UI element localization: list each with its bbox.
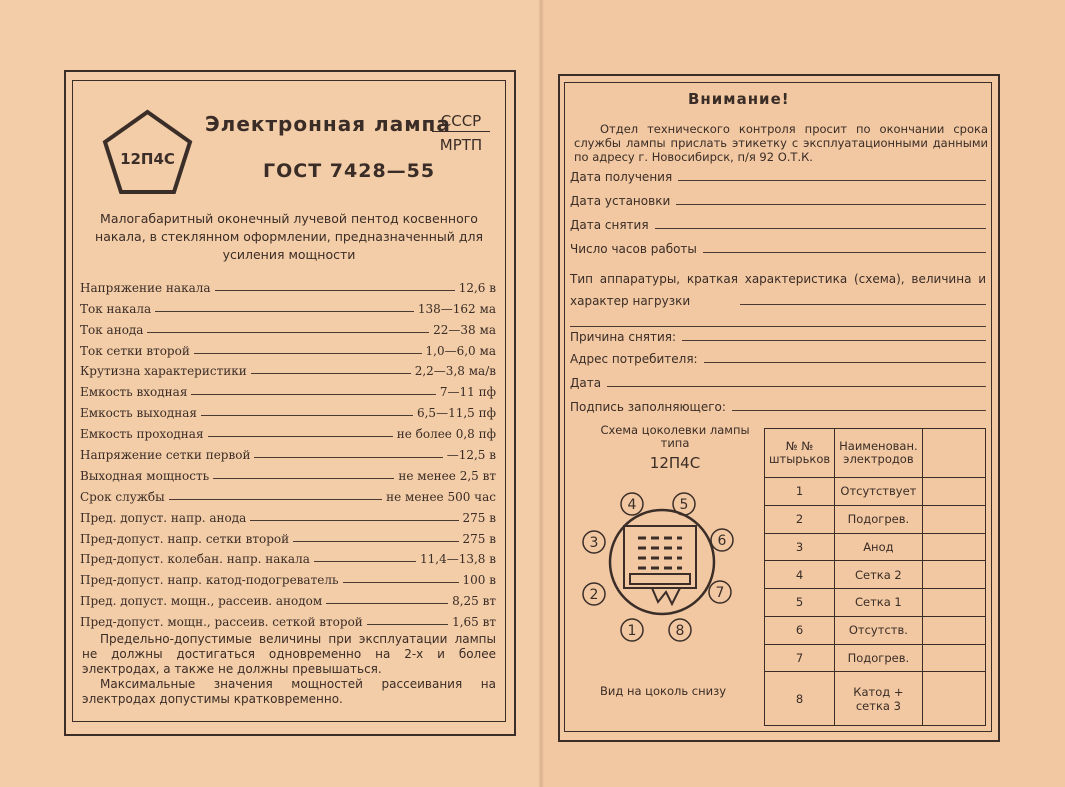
schema-title: Схема цоколевки лампы типа	[600, 423, 750, 450]
intro-text: Отдел технического контроля просит по окончании срока службы лампы прислать этикетку с эксплуатационными данными по адресу г. Новосибирск, п/я 92 О.Т.К.	[574, 122, 988, 164]
field-removal-date: Дата снятия	[570, 218, 986, 232]
field-line[interactable]	[570, 326, 986, 327]
electrode-assembly	[624, 526, 696, 588]
parameter-row	[80, 358, 496, 379]
parameter-label: Пред. допуст. мощн., рассеив. анодом	[80, 594, 323, 609]
parameter-row	[80, 462, 496, 483]
key-notch	[652, 588, 680, 604]
parameter-value: 1,65 вт	[452, 615, 496, 630]
note-limits: Предельно-допустимые величины при эксплуатации лампы не должны достигаться одновременно на 2-х и более электродах, а также не должны превышаться.	[82, 632, 496, 676]
table-row: 1 Отсутствует	[765, 478, 986, 506]
ministry-label: МРТП	[439, 136, 483, 154]
table-row: 2 Подогрев.	[765, 505, 986, 533]
parameter-label: Емкость проходная	[80, 427, 204, 442]
parameter-row	[80, 378, 496, 399]
parameter-value: 275 в	[462, 531, 496, 546]
tube-type-badge: 12П4С	[120, 150, 175, 168]
parameter-value: 2,2—3,8 ма/в	[414, 364, 496, 379]
pin-number: 8	[675, 623, 685, 639]
parameter-row	[80, 566, 496, 587]
note-dissipation: Максимальные значения мощностей рассеивания на электродах допустимы кратковременно.	[82, 677, 496, 706]
field-consumer-address: Адрес потребителя:	[570, 352, 986, 366]
field-line[interactable]	[682, 340, 986, 341]
parameter-label: Пред-допуст. колебан. напр. накала	[80, 552, 310, 567]
field-line[interactable]	[678, 180, 986, 181]
standard-label: ГОСТ 7428—55	[263, 160, 436, 182]
field-line[interactable]	[732, 410, 986, 411]
col-blank	[922, 429, 985, 478]
parameter-label: Напряжение сетки первой	[80, 448, 251, 463]
parameter-label: Пред-допуст. напр. сетки второй	[80, 531, 290, 546]
parameter-label: Пред-допуст. мощн., рассеив. сеткой второй	[80, 615, 363, 630]
parameter-label: Емкость входная	[80, 385, 188, 400]
field-line[interactable]	[607, 386, 986, 387]
tube-type-pentagon-icon	[100, 108, 195, 196]
parameter-row	[80, 399, 496, 420]
schema-tube-type: 12П4С	[649, 454, 701, 472]
usage-notes	[82, 632, 496, 707]
pin-number: 2	[589, 587, 599, 603]
parameter-value: 1,0—6,0 ма	[425, 343, 496, 358]
parameter-label: Ток анода	[80, 322, 144, 337]
table-row: 6 Отсутств.	[765, 616, 986, 644]
parameter-value: 11,4—13,8 в	[419, 552, 496, 567]
parameter-label: Напряжение накала	[80, 280, 211, 295]
parameter-label: Выходная мощность	[80, 468, 210, 483]
parameter-label: Крутизна характеристики	[80, 364, 247, 379]
parameter-value: 7—11 пф	[439, 385, 496, 400]
parameter-value: 6,5—11,5 пф	[416, 406, 496, 421]
parameter-label: Пред. допуст. напр. анода	[80, 510, 247, 525]
field-removal-reason: Причина снятия:	[570, 330, 986, 344]
socket-pinout-diagram	[572, 482, 752, 652]
col-electrode-name: Наименован. электродов	[835, 429, 922, 478]
table-header-row	[765, 429, 986, 478]
pin-number: 1	[627, 623, 637, 639]
parameter-label: Ток накала	[80, 301, 152, 316]
pin-number: 3	[589, 535, 599, 551]
parameter-row	[80, 337, 496, 358]
pin-number: 4	[627, 497, 637, 513]
parameter-value: не более 0,8 пф	[396, 427, 496, 442]
pin-assignment-table	[764, 428, 986, 726]
ussr-label: СССР	[432, 112, 490, 132]
parameter-row	[80, 525, 496, 546]
parameter-label: Срок службы	[80, 489, 165, 504]
pin-number: 5	[679, 497, 689, 513]
parameter-value: —12,5 в	[446, 448, 496, 463]
field-line[interactable]	[676, 204, 986, 205]
parameter-value: не менее 2,5 вт	[398, 468, 496, 483]
parameter-value: 275 в	[462, 510, 496, 525]
col-pin-number: № № штырьков	[765, 429, 835, 478]
parameter-row	[80, 483, 496, 504]
view-caption: Вид на цоколь снизу	[599, 684, 727, 698]
page-fold	[538, 0, 544, 787]
parameter-row	[80, 274, 496, 295]
parameter-row	[80, 420, 496, 441]
parameter-row	[80, 587, 496, 608]
tube-description: Малогабаритный оконечный лучевой пентод косвенного накала, в стеклянном оформлении, предназначенный для усиления мощности	[95, 211, 483, 262]
parameter-label: Ток сетки второй	[80, 343, 190, 358]
parameter-row	[80, 504, 496, 525]
parameter-label: Емкость выходная	[80, 406, 197, 421]
pin-number: 6	[717, 533, 727, 549]
parameter-row	[80, 546, 496, 567]
field-line[interactable]	[704, 362, 986, 363]
pin-number: 7	[715, 585, 725, 601]
table-row: 4 Сетка 2	[765, 561, 986, 589]
field-line[interactable]	[703, 252, 986, 253]
parameter-value: 8,25 вт	[452, 594, 496, 609]
field-date: Дата	[570, 376, 986, 390]
field-work-hours: Число часов работы	[570, 242, 986, 256]
table-row: 8 Катод + сетка 3	[765, 672, 986, 726]
parameter-value: 100 в	[462, 573, 496, 588]
parameter-row	[80, 316, 496, 337]
parameter-value: 138—162 ма	[417, 301, 496, 316]
parameter-value: 22—38 ма	[433, 322, 496, 337]
document-title: Электронная лампа	[205, 112, 451, 136]
parameter-row	[80, 608, 496, 629]
parameter-value: не менее 500 час	[386, 489, 496, 504]
field-line[interactable]	[655, 228, 986, 229]
field-install-date: Дата установки	[570, 194, 986, 208]
field-apparatus-type: Тип аппаратуры, краткая характеристика (схема), величина и характер нагрузки	[570, 272, 986, 308]
parameter-value: 12,6 в	[458, 280, 496, 295]
field-signature: Подпись заполняющего:	[570, 400, 986, 414]
field-line[interactable]	[740, 304, 986, 305]
parameter-list	[80, 274, 496, 629]
table-row: 7 Подогрев.	[765, 644, 986, 672]
parameter-row	[80, 295, 496, 316]
parameter-label: Пред-допуст. напр. катод-подогреватель	[80, 573, 339, 588]
table-row: 3 Анод	[765, 533, 986, 561]
parameter-row	[80, 441, 496, 462]
field-receipt-date: Дата получения	[570, 170, 986, 184]
attention-heading: Внимание!	[688, 90, 790, 108]
table-row: 5 Сетка 1	[765, 589, 986, 617]
